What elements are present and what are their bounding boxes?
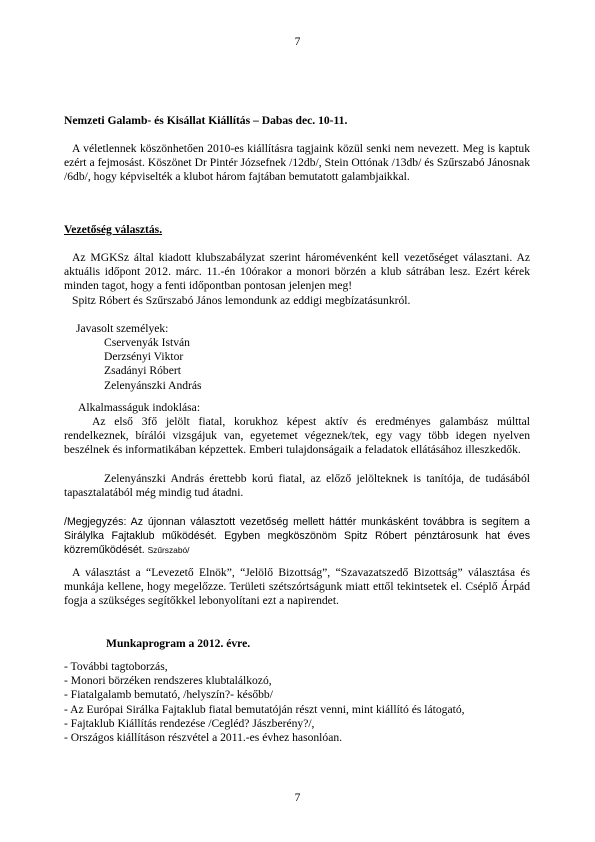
section-title-exhibition: Nemzeti Galamb- és Kisállat Kiállítás – Dabas dec. 10-11. bbox=[64, 114, 348, 127]
nominees-label: Javasolt személyek: bbox=[76, 322, 169, 335]
reason-paragraph-2: Zelenyánszki András érettebb korú fiatal, az előző jelölteknek is tanítója, de tudásából tapasztalatából még mindig tud átadni. bbox=[64, 472, 530, 500]
nominees-list bbox=[104, 336, 404, 393]
election-paragraph: Az MGKSz által kiadott klubszabályzat szerint háromévenként kell vezetőséget választani. Az aktuális időpont 2012. márc. 11.-én 10órakor a monori börzén a klub sátrában lesz. Ezért kérek minden tagot, hogy a fenti időpontban pontosan jelenjen meg! bbox=[64, 251, 530, 293]
resignation-paragraph: Spitz Róbert és Szűrszabó János lemondunk az eddigi megbízatásunkról. bbox=[72, 294, 411, 307]
workprogram-item: - További tagtoborzás, bbox=[64, 660, 168, 673]
note-signature: Szűrszabó/ bbox=[147, 545, 190, 556]
page-number-bottom: 7 bbox=[294, 792, 301, 804]
page-number-top: 7 bbox=[294, 36, 301, 48]
workprogram-list bbox=[64, 660, 530, 745]
workprogram-item: - Fiatalgalamb bemutató, /helyszín?- később/ bbox=[64, 688, 273, 702]
section-title-workprogram: Munkaprogram a 2012. évre. bbox=[106, 637, 251, 650]
note-text: /Megjegyzés: Az újonnan választott vezetőség mellett háttér munkásként továbbra is segítem a Sirálylka Fajtaklub működését. Egyben megköszönöm Spitz Róbert pénztárosunk hat éves közreműködését. bbox=[64, 516, 530, 557]
section-title-election: Vezetőség választás. bbox=[64, 223, 163, 236]
exhibition-paragraph: A véletlennek köszönhetően 2010-es kiállításra tagjaink közül senki nem nevezett. Meg is kaptuk ezért a fejmosást. Köszönet Dr Pintér Józsefnek /12db/, Stein Ottónak /13db/ és Szűrszabó Jánosnak /6db/, hogy képviselték a klubot három fajtában bemutatott galambjaikkal. bbox=[64, 142, 530, 184]
workprogram-item: - Fajtaklub Kiállítás rendezése /Cegléd? Jászberény?/, bbox=[64, 716, 315, 730]
reason-text-1: Az első 3fő jelölt fiatal, korukhoz képest aktív és eredményes galambász múlttal rendelkeznek, bírálói vizsgájuk van, egyetemet végeznek/tek, egy vagy több idegen nyelven beszélnek és informatikában képzettek. Emberi tulajdonságaik a feladatok ellátásához illeszkedők. bbox=[64, 415, 530, 457]
workprogram-item: - Monori börzéken rendszeres klubtalálkozó, bbox=[64, 674, 272, 688]
election-procedure-paragraph: A választást a “Levezető Elnök”, “Jelölő Bizottság”, “Szavazatszedő Bizottság” választása és munkája kellene, hogy megelőzze. Területi szétszórtságunk miatt ettől tekintsetek el. Cséplő Árpád fogja a szükséges segítőkkel lebonyolítani ezt a napirendet. bbox=[64, 566, 530, 608]
nominee-item: Derzsényi Viktor bbox=[104, 350, 184, 364]
reason-paragraph-1 bbox=[64, 415, 530, 458]
note-paragraph bbox=[64, 515, 530, 558]
reason-label: Alkalmasságuk indoklása: bbox=[78, 401, 201, 414]
workprogram-item: - Az Európai Sirálka Fajtaklub fiatal bemutatóján részt venni, mint kiállító és látogató, bbox=[64, 702, 465, 716]
nominee-item: Zsadányi Róbert bbox=[104, 364, 181, 378]
workprogram-item: - Országos kiállításon részvétel a 2011.-es évhez hasonlóan. bbox=[64, 731, 343, 745]
nominee-item: Zelenyánszki András bbox=[104, 378, 202, 392]
nominee-item: Cservenyák István bbox=[104, 336, 190, 349]
